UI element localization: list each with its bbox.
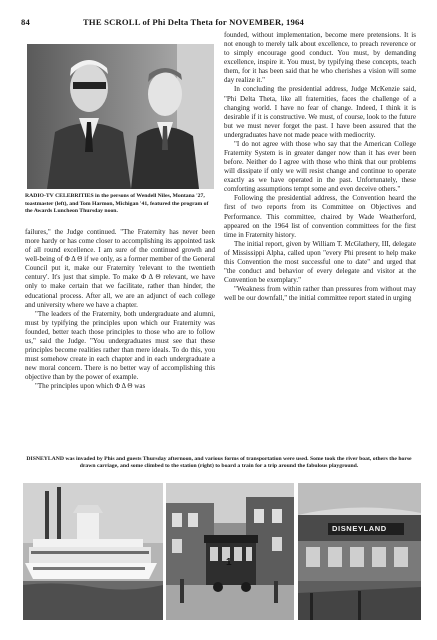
paragraph: failures," the Judge continued. "The Fraternity has never been more hardy or has come closer to accomplishing its appointed task of all round excellence. I am sure of the continued growth and well-being of Φ Δ Θ if we only, as a former member of the General Council put it, make our Fraternity 'relevant to the twentieth century'. It's just that simple. To make Φ Δ Θ relevant, we have only to make certain that we facilitate, rather than hinder, the educational process. After all, we are an adjunct of each college and university where we have a chapter.	[25, 228, 215, 309]
paragraph: "I do not agree with those who say that the American College Fraternity System is in greater danger now than it has ever been before. Neither do I agree with those who think that our problems will dissipate if only we will resist change and continue to operate exactly as we have operated in the past. Unfortunately, these comforting assumptions tempt some and even deceive others."	[224, 139, 416, 194]
car-number: 1	[226, 557, 232, 568]
page-header	[21, 17, 419, 29]
paragraph: The initial report, given by William T. McGlathery, III, delegate of Mississippi Alpha, called upon "every Phi present to help make this Convention the most successful one to date" and urged that "the conduct and behavior of every delegate and visitor at the Convention be exemplary."	[224, 239, 416, 285]
disneyland-caption: DISNEYLAND was invaded by Phis and guests Thursday afternoon, and various forms of transportation were used. Some took the river boat, others the horse drawn carriage, and some climbed to the station (right) to board a train for a trip around the fabulous playground.	[26, 456, 412, 470]
running-title: THE SCROLL of Phi Delta Theta for NOVEMBER, 1964	[83, 17, 305, 27]
paragraph: "The principles upon which Φ Δ Θ was	[35, 382, 146, 391]
page-number: 84	[21, 17, 30, 27]
paragraph: "The leaders of the Fraternity, both undergraduate and alumni, must by typifying the principles upon which our Fraternity was founded, better teach those principles to those who are to follow us," said the Judge. "You undergraduates must see that these principles become realities rather than mere ideals. To do this, you must somehow create in each chapter and in each undergraduate a new moral concern. There is no better way of accomplishing this objective than by the power of example.	[25, 309, 215, 382]
top-photo-caption: RADIO-TV CELEBRITIES in the persons of Wendell Niles, Montana '27, toastmaster (left), and Tom Harmon, Michigan '41, featured the program of the Awards Luncheon Thursday noon.	[25, 193, 209, 215]
paragraph: founded, without implementation, become mere pretensions. It is not enough to merely talk about excellence, to preach reverence or to simply encourage good conduct. You must, by demanding excellence, inspire it. You must, by typifying these concepts, teach them, for it has been said that he who cherishes a vision will some day realize it."	[224, 31, 416, 85]
paragraph: "Weakness from within rather than pressures from without may well be our downfall," the initial committee report stated in urging	[224, 285, 416, 303]
paragraph: Following the presidential address, the Convention heard the first of two reports from its Committee on Objectives and Performance. This committee, chaired by Wade Weatherford, appeared on the 1964 list of convention committees for the first time in Fraternity history.	[224, 194, 416, 239]
station-sign: DISNEYLAND	[332, 524, 387, 533]
station-photo	[298, 483, 421, 620]
riverboat-photo	[23, 483, 163, 620]
main-street-photo	[166, 483, 294, 620]
celebrities-photo	[27, 44, 214, 189]
paragraph: In concluding the presidential address, Judge McKenzie said, "Phi Delta Theta, like all fraternities, faces the challenge of a changing world. I have no fear of change. Indeed, I think it is desirable if it is constructive. We must, of course, look to the future but we must never forget the past. I have been assured that the undergraduates have not made peace with mediocrity.	[224, 85, 416, 139]
right-column	[224, 31, 416, 303]
left-column	[25, 228, 215, 391]
